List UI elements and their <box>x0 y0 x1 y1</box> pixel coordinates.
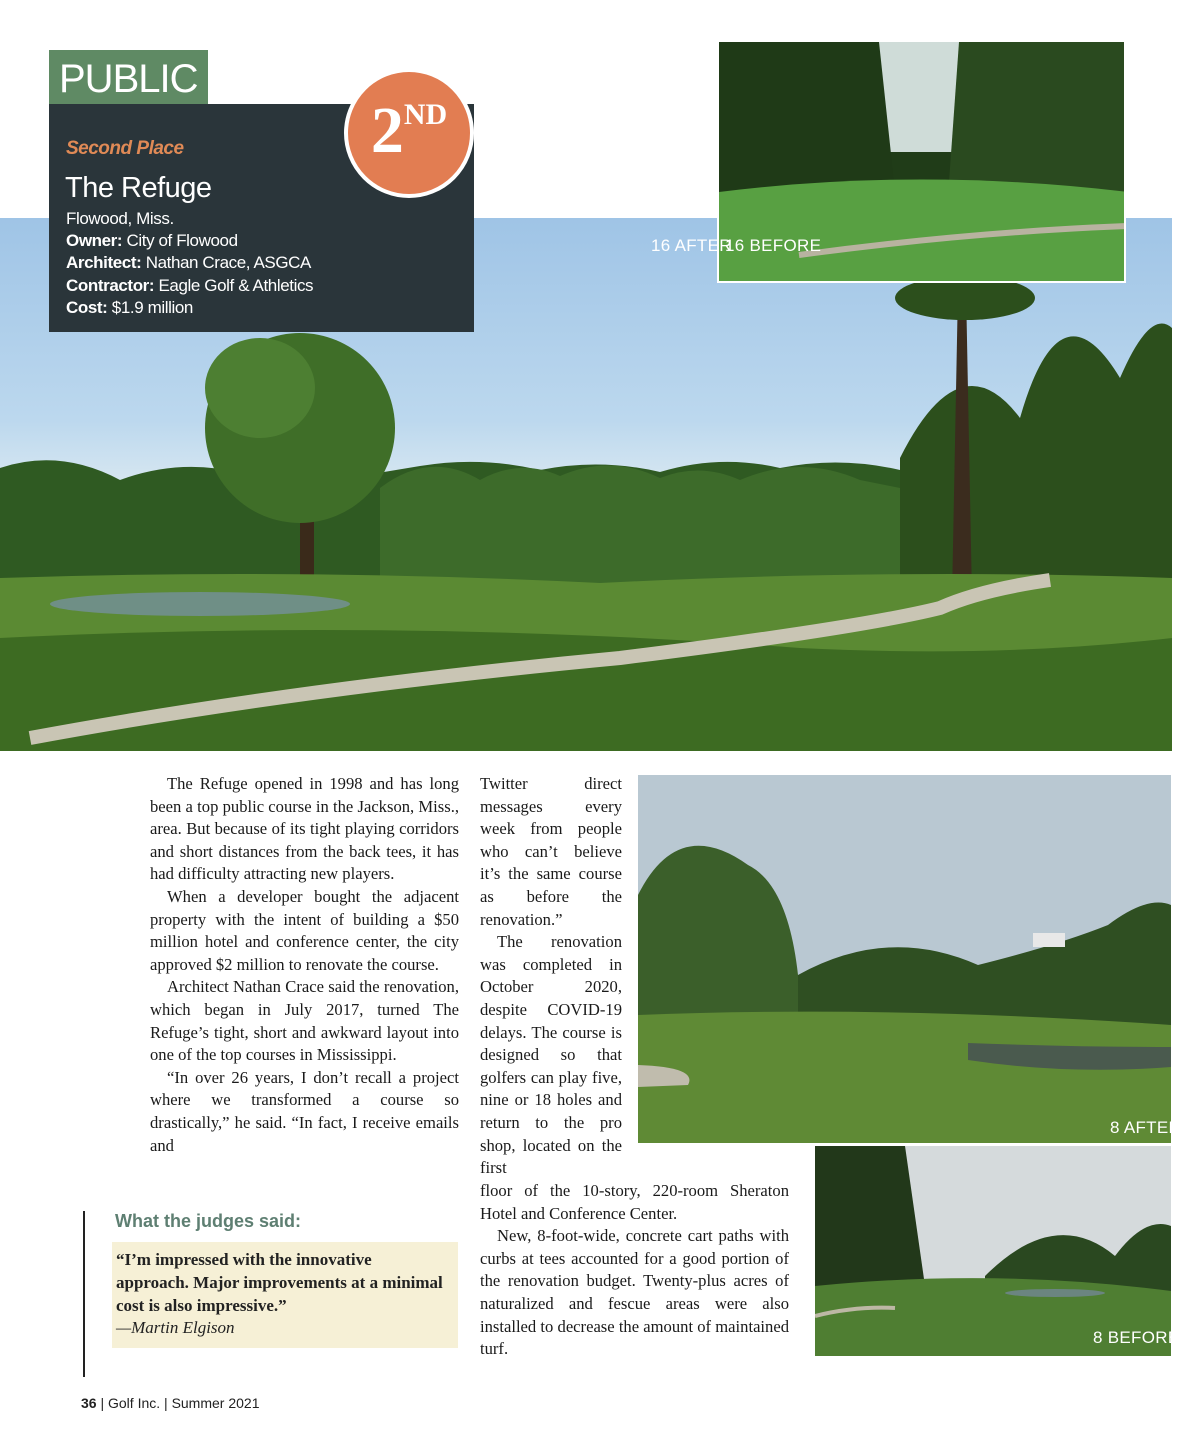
issue-date: Summer 2021 <box>171 1395 260 1411</box>
place-label: Second Place <box>66 138 184 159</box>
place-badge <box>344 68 474 198</box>
judges-author: —Martin Elgison <box>116 1318 235 1337</box>
photo-8-before-illustration <box>815 1146 1171 1356</box>
owner-label: Owner: <box>66 231 123 250</box>
article-column-2-narrow <box>480 773 622 1180</box>
article-column-1 <box>150 773 459 1157</box>
article-paragraph: Twitter direct messages every week from people who can’t believe it’s the same course as before the renovation.” <box>480 774 622 929</box>
page-footer: 36 | Golf Inc. | Summer 2021 <box>81 1395 260 1411</box>
judges-quote-box <box>112 1242 458 1348</box>
judges-heading: What the judges said: <box>115 1211 302 1231</box>
architect-label: Architect: <box>66 253 142 272</box>
article-paragraph: floor of the 10-story, 220-room Sheraton Hotel and Conference Center. <box>480 1181 789 1223</box>
cost-line <box>66 297 193 319</box>
photo-8-after-illustration <box>638 775 1171 1143</box>
photo-8-after <box>638 775 1171 1143</box>
architect-line <box>66 252 311 274</box>
cost-value: $1.9 million <box>111 298 193 317</box>
cost-label: Cost: <box>66 298 108 317</box>
page-number: 36 <box>81 1395 97 1411</box>
contractor-value: Eagle Golf & Athletics <box>158 276 314 295</box>
article-paragraph: When a developer bought the adjacent property with the intent of building a $50 million hotel and conference center, the city approved $2 million to renovate the course. <box>150 886 459 974</box>
category-tag: PUBLIC <box>49 50 208 104</box>
judges-quote: “I’m impressed with the innovative approach. Major improvements at a minimal cost is also impressive.” <box>116 1250 443 1315</box>
photo-8-before <box>815 1146 1171 1356</box>
caption-8-after: 8 AFTER <box>1110 1118 1182 1137</box>
article-paragraph: The renovation was completed in October 2020, despite COVID-19 delays. The course is designed so that golfers can play five, nine or 18 holes and return to the pro shop, located on the first <box>480 932 622 1178</box>
article-paragraph: “In over 26 years, I don’t recall a project where we transformed a course so drastically,” he said. “In fact, I receive emails and <box>150 1067 459 1155</box>
owner-value: City of Flowood <box>126 231 238 250</box>
publication-name: Golf Inc. <box>108 1395 161 1411</box>
caption-8-before: 8 BEFORE <box>1093 1328 1180 1347</box>
badge-number: 2 <box>370 94 404 167</box>
architect-value: Nathan Crace, ASGCA <box>145 253 312 272</box>
article-column-2-wide <box>480 1180 789 1361</box>
caption-16-before: 16 BEFORE <box>725 236 822 255</box>
article-paragraph: The Refuge opened in 1998 and has long been a top public course in the Jackson, Miss., area. But because of its tight playing corridors and short distances from the back tees, it has had difficulty attracting new players. <box>150 774 459 884</box>
course-name: The Refuge <box>65 172 212 204</box>
badge-text <box>348 72 470 190</box>
caption-16-after: 16 AFTER <box>651 236 732 255</box>
contractor-label: Contractor: <box>66 276 155 295</box>
course-location: Flowood, Miss. <box>66 209 174 228</box>
owner-line <box>66 230 238 252</box>
article-paragraph: New, 8-foot-wide, concrete cart paths with curbs at tees accounted for a good portion of the renovation budget. Twenty-plus acres of naturalized and fescue areas were also installed to decrease the amount of maintained turf. <box>480 1226 789 1359</box>
badge-suffix: ND <box>403 98 448 131</box>
article-paragraph: Architect Nathan Crace said the renovation, which began in July 2017, turned The Refuge’s tight, short and awkward layout into one of the top courses in Mississippi. <box>150 977 459 1065</box>
judges-sidebar-rule <box>83 1211 85 1377</box>
contractor-line <box>66 275 313 297</box>
